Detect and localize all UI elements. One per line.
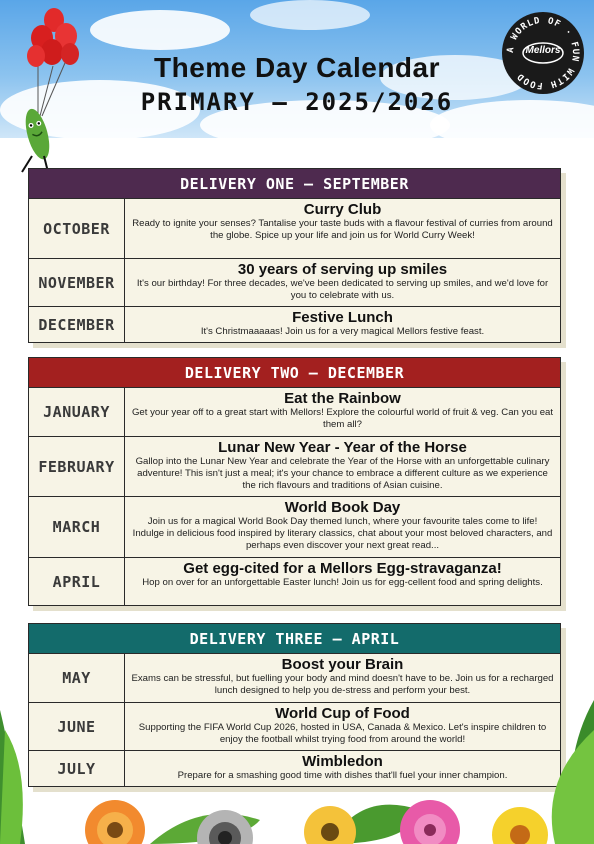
month-row <box>28 199 561 259</box>
logo-wordmark: Mellors <box>525 45 561 56</box>
month-row <box>28 437 561 497</box>
month-row <box>28 388 561 437</box>
event-description: Join us for a magical World Book Day themed lunch, where your favourite tales come to life! Indulge in delicious food inspired by literary classics, chat about your most beloved characters, and perhaps even discover your next great read... <box>132 516 553 551</box>
month-label: NOVEMBER <box>29 259 125 306</box>
event-content <box>125 497 560 557</box>
delivery-band: DELIVERY ONE – SEPTEMBER <box>28 168 561 199</box>
event-title: 30 years of serving up smiles <box>237 261 448 278</box>
event-content <box>125 259 560 306</box>
month-label: JANUARY <box>29 388 125 436</box>
delivery-block-1 <box>28 168 561 343</box>
event-title: Lunar New Year - Year of the Horse <box>218 439 467 456</box>
event-description: It's our birthday! For three decades, we've been dedicated to serving up smiles, and we'd love for you to celebrate with us. <box>136 278 549 301</box>
delivery-block-2 <box>28 357 561 606</box>
event-description: Prepare for a smashing good time with dishes that'll fuel your inner champion. <box>177 770 508 781</box>
event-description: Exams can be stressful, but fuelling your body and mind doesn't have to be. Join us for a recharged lunch designed to help you de-stress and perform your best. <box>131 673 554 696</box>
delivery-band: DELIVERY TWO – DECEMBER <box>28 357 561 388</box>
event-title: Curry Club <box>303 201 382 218</box>
month-label: JULY <box>29 751 125 786</box>
event-content <box>125 307 560 342</box>
event-title: Festive Lunch <box>292 309 393 326</box>
event-content <box>125 437 560 496</box>
event-title: Boost your Brain <box>281 656 404 673</box>
month-row <box>28 497 561 558</box>
month-label: FEBRUARY <box>29 437 125 496</box>
event-title: Wimbledon <box>302 753 383 770</box>
logo-ring-text: A WORLD OF · FUN WITH FOOD <box>505 15 581 91</box>
month-label: MAY <box>29 654 125 702</box>
event-content <box>125 558 560 605</box>
page-subtitle: PRIMARY – 2025/2026 <box>140 88 454 116</box>
event-description: Get your year off to a great start with Mellors! Explore the colourful world of fruit & veg. Can you eat them all? <box>131 407 554 430</box>
month-label: DECEMBER <box>29 307 125 342</box>
month-label: JUNE <box>29 703 125 750</box>
event-description: Gallop into the Lunar New Year and celebrate the Year of the Horse with an unforgettable culinary adventure! This isn't just a meal; it's your chance to embrace a different culture as we experience the rich flavours and traditions of Asian cuisine. <box>135 456 550 491</box>
event-title: Eat the Rainbow <box>284 390 401 407</box>
month-row <box>28 259 561 307</box>
event-content <box>125 199 560 258</box>
event-description: Supporting the FIFA World Cup 2026, hosted in USA, Canada & Mexico. Let's inspire children to enjoy the football whilst trying food from around the world! <box>138 722 547 745</box>
delivery-band: DELIVERY THREE – APRIL <box>28 623 561 654</box>
page-title: Theme Day Calendar <box>154 52 440 83</box>
event-description: Ready to ignite your senses? Tantalise your taste buds with a flavour festival of curries from around the globe. Spice up your life and join us for World Curry Week! <box>132 218 553 241</box>
event-description: It's Christmaaaaas! Join us for a very magical Mellors festive feast. <box>200 326 485 337</box>
month-label: OCTOBER <box>29 199 125 258</box>
month-row <box>28 558 561 606</box>
event-title: Get egg-cited for a Mellors Egg-stravaganza! <box>183 560 502 577</box>
month-row <box>28 307 561 343</box>
event-content <box>125 388 560 436</box>
month-label: APRIL <box>29 558 125 605</box>
event-description: Hop on over for an unforgettable Easter lunch! Join us for egg-cellent food and spring delights. <box>142 577 543 588</box>
event-title: World Cup of Food <box>275 705 410 722</box>
event-title: World Book Day <box>284 499 401 516</box>
flowers-foliage-illustration <box>0 690 594 844</box>
month-label: MARCH <box>29 497 125 557</box>
mellors-logo <box>502 12 584 94</box>
